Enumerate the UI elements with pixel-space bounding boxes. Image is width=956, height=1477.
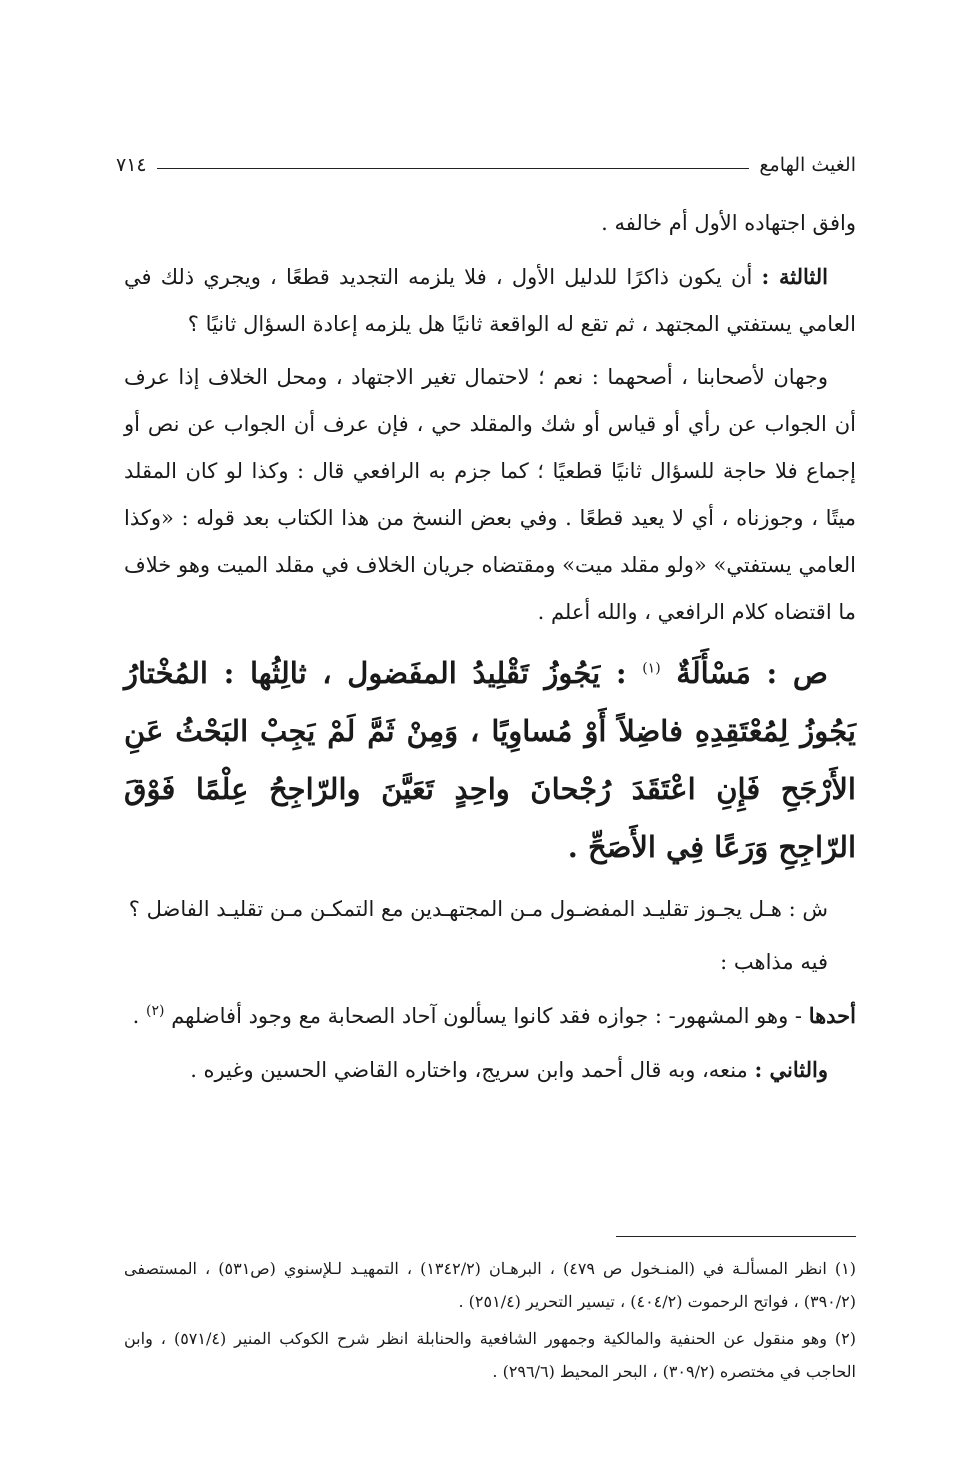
paragraph-lead: أحدها bbox=[808, 1003, 856, 1028]
footnote-ref-1[interactable]: (١) bbox=[642, 660, 661, 677]
paragraph-end: . bbox=[132, 1004, 140, 1028]
masalah-matn bbox=[124, 644, 856, 876]
page-number: ٧١٤ bbox=[116, 154, 147, 176]
paragraph-sharh: ش : هـل يجـوز تقليـد المفضـول مـن المجتهـدين مع التمكـن مـن تقليـد الفاضل ؟ bbox=[128, 897, 828, 921]
book-title: الغيث الهامع bbox=[759, 154, 856, 176]
footnote-2: (٢) وهو منقول عن الحنفية والمالكية وجمهور الشافعية والحنابلة انظر شرح الكوكب المنير (٥٧١/٤) ، وابن الحاجب في مختصره (٣٠٩/٢) ، البحر المحيط (٢٩٦/٦) . bbox=[124, 1329, 856, 1381]
paragraph-wajhan: وجهان لأصحابنا ، أصحهما : نعم ؛ لاحتمال تغير الاجتهاد ، ومحل الخلاف إذا عرف أن الجواب عن رأي أو قياس أو شك والمقلد حي ، فإن عرف أن الجواب عن نص أو إجماع فلا حاجة للسؤال ثانيًا قطعيًا ؛ كما جزم به الرافعي قال : وكذا لو كان المقلد ميتًا ، وجوزناه ، أي لا يعيد قطعًا . وفي بعض النسخ من هذا الكتاب بعد قوله : «وكذا العامي يستفتي» «ولو مقلد ميت» ومقتضاه جريان الخلاف في مقلد الميت وهو خلاف ما اقتضاه كلام الرافعي ، والله أعلم . bbox=[124, 365, 856, 624]
masalah-heading: ص : مَسْأَلَةٌ bbox=[676, 656, 828, 690]
footnotes bbox=[124, 1252, 856, 1392]
paragraph-madhahib: فيه مذاهب : bbox=[720, 950, 828, 974]
paragraph-thani bbox=[124, 1046, 856, 1094]
footnote-separator bbox=[616, 1236, 856, 1237]
paragraph-text: - وهو المشهور- : جوازه فقد كانوا يسألون آحاد الصحابة مع وجود أفاضلهم bbox=[171, 1004, 802, 1028]
paragraph-thalitha bbox=[124, 253, 856, 348]
paragraph-ahaduha bbox=[124, 992, 856, 1040]
main-text bbox=[124, 200, 856, 1100]
footnote-1: (١) انظر المسألـة في (المنـخول ص ٤٧٩) ، البرهـان (١٣٤٢/٢) ، التمهيـد لـلإسنوي (ص٥٣١) ، المستصفى (٣٩٠/٢) ، فواتح الرحموت (٤٠٤/٢) ، تيسير التحرير (٢٥١/٤) . bbox=[124, 1259, 856, 1311]
paragraph-1: وافق اجتهاده الأول أم خالفه . bbox=[601, 211, 856, 235]
header-rule bbox=[157, 168, 750, 169]
masalah-text: : يَجُوزُ تَقْلِيدُ المفَضول ، ثالِثُها : المُخْتارُ يَجُوزُ لِمُعْتَقِدِهِ فاضِلاً أَوْ مُساوِيًا ، وَمِنْ ثَمَّ لَمْ يَجِبْ البَحْثُ عَنِ الأَرْجَحِ فَإِنِ اعْتَقَدَ رُجْحانَ واحِدٍ تَعَيَّنَ والرّاجِحُ عِلْمًا فَوْقَ الرّاجِحِ وَرَعًا فِي الأَصَحِّ . bbox=[124, 656, 856, 864]
running-header bbox=[116, 148, 856, 182]
paragraph-text: أن يكون ذاكرًا للدليل الأول ، فلا يلزمه التجديد قطعًا ، ويجري ذلك في العامي يستفتي المجتهد ، ثم تقع له الواقعة ثانيًا هل يلزمه إعادة السؤال ثانيًا ؟ bbox=[124, 265, 856, 336]
paragraph-lead: الثالثة : bbox=[761, 264, 828, 289]
paragraph-text: منعه، وبه قال أحمد وابن سريج، واختاره القاضي الحسين وغيره . bbox=[190, 1058, 748, 1082]
paragraph-lead: والثاني : bbox=[754, 1057, 828, 1082]
footnote-ref-2[interactable]: (٢) bbox=[146, 1003, 165, 1019]
